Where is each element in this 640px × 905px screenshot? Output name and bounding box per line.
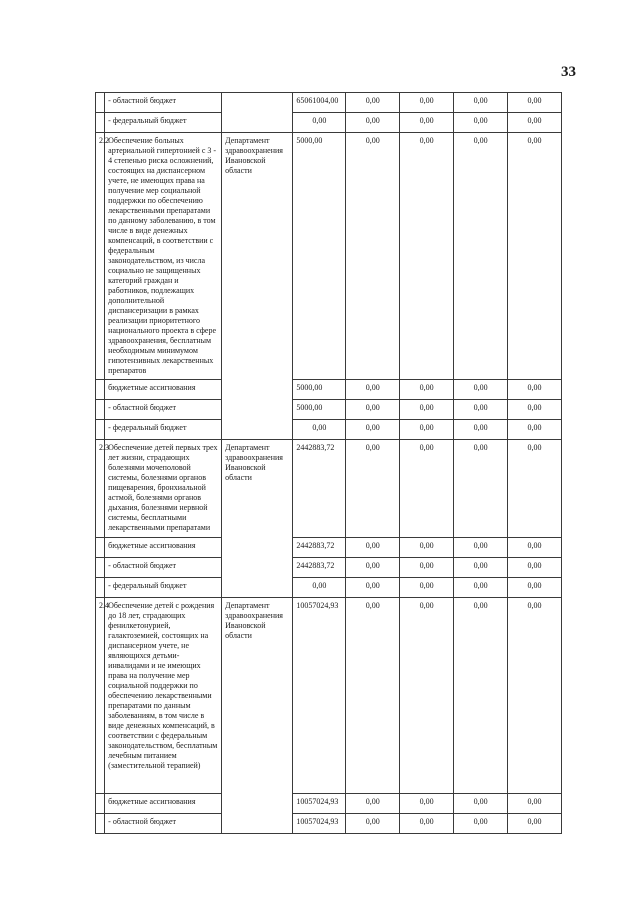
number-cell xyxy=(96,578,105,598)
table-row xyxy=(96,133,562,380)
value-cell: 0,00 xyxy=(400,814,454,834)
value-cell: 0,00 xyxy=(454,598,508,794)
source-label: - областной бюджет xyxy=(105,558,222,578)
table-row xyxy=(96,578,562,598)
source-label: - федеральный бюджет xyxy=(105,578,222,598)
value-cell: 0,00 xyxy=(508,440,562,538)
value-cell: 0,00 xyxy=(400,133,454,380)
value-cell: 0,00 xyxy=(400,558,454,578)
value-cell: 0,00 xyxy=(508,93,562,113)
value-cell: 0,00 xyxy=(346,113,400,133)
table-row xyxy=(96,420,562,440)
value-cell: 10057024,93 xyxy=(293,598,346,794)
value-cell: 0,00 xyxy=(508,133,562,380)
value-cell: 0,00 xyxy=(454,380,508,400)
value-cell: 0,00 xyxy=(400,380,454,400)
number-cell xyxy=(96,538,105,558)
value-cell: 0,00 xyxy=(508,538,562,558)
item-number: 2.4 xyxy=(96,598,105,794)
table-row xyxy=(96,558,562,578)
value-cell: 10057024,93 xyxy=(293,814,346,834)
item-description: Обеспечение детей с рождения до 18 лет, страдающих фенилкетонурией, галактоземией, состоящих на диспансерном учете, не являющихся детьми-инвалидами и не имеющих права на получение мер социальной поддержки по обеспечению лекарственными препаратами по данным заболеваниям, в том числе в виде денежных компенсаций, в соответствии с федеральным законодательством, бесплатным лечебным питанием (заместительной терапией) xyxy=(105,598,222,794)
page-number: 33 xyxy=(561,64,576,80)
value-cell: 0,00 xyxy=(293,420,346,440)
number-cell xyxy=(96,420,105,440)
value-cell: 0,00 xyxy=(508,598,562,794)
value-cell: 0,00 xyxy=(508,558,562,578)
value-cell: 2442883,72 xyxy=(293,440,346,538)
value-cell: 0,00 xyxy=(400,400,454,420)
value-cell: 0,00 xyxy=(400,578,454,598)
value-cell: 0,00 xyxy=(454,93,508,113)
value-cell: 0,00 xyxy=(346,598,400,794)
source-label: - федеральный бюджет xyxy=(105,420,222,440)
number-cell xyxy=(96,794,105,814)
value-cell: 2442883,72 xyxy=(293,558,346,578)
value-cell: 0,00 xyxy=(454,814,508,834)
value-cell: 0,00 xyxy=(346,814,400,834)
department-cell: Департамент здравоохранения Ивановской области xyxy=(222,133,293,440)
table-row xyxy=(96,440,562,538)
item-description: Обеспечение детей первых трех лет жизни, страдающих болезнями мочеполовой системы, болезнями органов пищеварения, бронхиальной астмой, болезнями органов дыхания, болезнями нервной системы, бесплатными лекарственными препаратами xyxy=(105,440,222,538)
value-cell: 0,00 xyxy=(400,93,454,113)
value-cell: 0,00 xyxy=(400,598,454,794)
source-label: - областной бюджет xyxy=(105,814,222,834)
value-cell: 0,00 xyxy=(400,794,454,814)
value-cell: 10057024,93 xyxy=(293,794,346,814)
value-cell: 0,00 xyxy=(454,420,508,440)
value-cell: 0,00 xyxy=(346,400,400,420)
table-row xyxy=(96,598,562,794)
value-cell: 5000,00 xyxy=(293,380,346,400)
number-cell xyxy=(96,400,105,420)
number-cell xyxy=(96,93,105,113)
source-label: - федеральный бюджет xyxy=(105,113,222,133)
value-cell: 5000,00 xyxy=(293,400,346,420)
number-cell xyxy=(96,113,105,133)
value-cell: 0,00 xyxy=(346,538,400,558)
number-cell xyxy=(96,558,105,578)
value-cell: 2442883,72 xyxy=(293,538,346,558)
table-row xyxy=(96,93,562,113)
table-row xyxy=(96,400,562,420)
value-cell: 0,00 xyxy=(454,133,508,380)
value-cell: 0,00 xyxy=(454,794,508,814)
table-row xyxy=(96,794,562,814)
item-description: Обеспечение больных артериальной гипертонией с 3 - 4 степенью риска осложнений, состоящих на диспансерном учете, не имеющих права на получение мер социальной поддержки по обеспечению лекарственными препаратами по данному заболеванию, в том числе в виде денежных компенсаций, в соответствии с федеральным законодательством, из числа социально не защищенных категорий граждан и работников, подлежащих дополнительной диспансеризации в рамках реализации приоритетного национального проекта в сфере здравоохранения, бесплатным необходимым минимумом гипотензивных лекарственных препаратов xyxy=(105,133,222,380)
value-cell: 0,00 xyxy=(508,400,562,420)
source-label: - областной бюджет xyxy=(105,93,222,113)
value-cell: 0,00 xyxy=(454,538,508,558)
value-cell: 0,00 xyxy=(346,558,400,578)
value-cell: 5000,00 xyxy=(293,133,346,380)
value-cell: 0,00 xyxy=(508,113,562,133)
department-cell xyxy=(222,93,293,133)
value-cell: 0,00 xyxy=(293,578,346,598)
value-cell: 0,00 xyxy=(508,794,562,814)
department-cell: Департамент здравоохранения Ивановской области xyxy=(222,598,293,834)
value-cell: 0,00 xyxy=(346,380,400,400)
item-number: 2.3 xyxy=(96,440,105,538)
value-cell: 65061004,00 xyxy=(293,93,346,113)
number-cell xyxy=(96,380,105,400)
value-cell: 0,00 xyxy=(454,578,508,598)
value-cell: 0,00 xyxy=(508,814,562,834)
value-cell: 0,00 xyxy=(400,113,454,133)
value-cell: 0,00 xyxy=(346,420,400,440)
value-cell: 0,00 xyxy=(346,440,400,538)
source-label: бюджетные ассигнования xyxy=(105,538,222,558)
value-cell: 0,00 xyxy=(400,538,454,558)
department-cell: Департамент здравоохранения Ивановской области xyxy=(222,440,293,598)
value-cell: 0,00 xyxy=(454,440,508,538)
value-cell: 0,00 xyxy=(346,93,400,113)
item-number: 2.2 xyxy=(96,133,105,380)
source-label: - областной бюджет xyxy=(105,400,222,420)
number-cell xyxy=(96,814,105,834)
value-cell: 0,00 xyxy=(508,420,562,440)
value-cell: 0,00 xyxy=(454,558,508,578)
source-label: бюджетные ассигнования xyxy=(105,380,222,400)
value-cell: 0,00 xyxy=(454,113,508,133)
value-cell: 0,00 xyxy=(400,420,454,440)
table-row xyxy=(96,380,562,400)
value-cell: 0,00 xyxy=(400,440,454,538)
value-cell: 0,00 xyxy=(346,794,400,814)
value-cell: 0,00 xyxy=(346,133,400,380)
table-row xyxy=(96,814,562,834)
value-cell: 0,00 xyxy=(508,578,562,598)
table-row xyxy=(96,538,562,558)
value-cell: 0,00 xyxy=(293,113,346,133)
value-cell: 0,00 xyxy=(454,400,508,420)
value-cell: 0,00 xyxy=(346,578,400,598)
budget-table xyxy=(95,92,562,834)
value-cell: 0,00 xyxy=(508,380,562,400)
table-row xyxy=(96,113,562,133)
source-label: бюджетные ассигнования xyxy=(105,794,222,814)
